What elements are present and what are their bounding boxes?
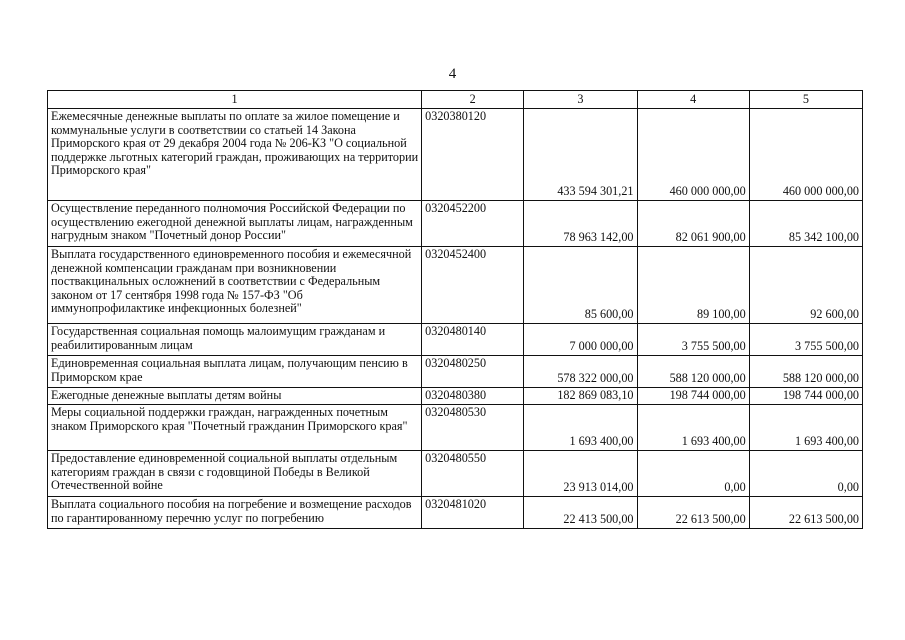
header-col-2: 2 <box>422 91 524 109</box>
row-amount-col3: 78 963 142,00 <box>524 201 637 247</box>
row-amount-col4: 460 000 000,00 <box>637 109 749 201</box>
table-row <box>48 356 863 388</box>
row-amount-col3: 433 594 301,21 <box>524 109 637 201</box>
row-description: Меры социальной поддержки граждан, награжденных почетным знаком Приморского края "Почетный гражданин Приморского края" <box>48 405 422 451</box>
row-code: 0320480550 <box>422 451 524 497</box>
row-amount-col3: 22 413 500,00 <box>524 497 637 529</box>
row-code: 0320480140 <box>422 324 524 356</box>
row-amount-col3: 85 600,00 <box>524 247 637 324</box>
row-code: 0320480380 <box>422 388 524 405</box>
row-code: 0320480530 <box>422 405 524 451</box>
row-description: Осуществление переданного полномочия Российской Федерации по осуществлению ежегодной денежной выплаты лицам, награжденным нагрудным знаком "Почетный донор России" <box>48 201 422 247</box>
row-amount-col3: 1 693 400,00 <box>524 405 637 451</box>
row-description: Ежемесячные денежные выплаты по оплате за жилое помещение и коммунальные услуги в соответствии со статьей 14 Закона Приморского края от 29 декабря 2004 года № 206-КЗ "О социальной поддержке льготных категорий граждан, проживающих на территории Приморского края" <box>48 109 422 201</box>
row-amount-col5: 460 000 000,00 <box>749 109 862 201</box>
row-amount-col4: 198 744 000,00 <box>637 388 749 405</box>
budget-table <box>47 90 863 529</box>
row-description: Выплата социального пособия на погребение и возмещение расходов по гарантированному перечню услуг по погребению <box>48 497 422 529</box>
table-row <box>48 109 863 201</box>
header-col-5: 5 <box>749 91 862 109</box>
row-amount-col5: 22 613 500,00 <box>749 497 862 529</box>
row-amount-col4: 22 613 500,00 <box>637 497 749 529</box>
row-description: Предоставление единовременной социальной выплаты отдельным категориям граждан в связи с годовщиной Победы в Великой Отечественной войне <box>48 451 422 497</box>
table-row <box>48 324 863 356</box>
row-amount-col5: 588 120 000,00 <box>749 356 862 388</box>
row-amount-col5: 3 755 500,00 <box>749 324 862 356</box>
row-code: 0320452400 <box>422 247 524 324</box>
header-col-3: 3 <box>524 91 637 109</box>
row-amount-col5: 85 342 100,00 <box>749 201 862 247</box>
row-description: Ежегодные денежные выплаты детям войны <box>48 388 422 405</box>
table-row <box>48 497 863 529</box>
row-amount-col4: 82 061 900,00 <box>637 201 749 247</box>
header-col-4: 4 <box>637 91 749 109</box>
row-description: Государственная социальная помощь малоимущим гражданам и реабилитированным лицам <box>48 324 422 356</box>
row-code: 0320480250 <box>422 356 524 388</box>
header-col-1: 1 <box>48 91 422 109</box>
page-number: 4 <box>448 66 457 82</box>
header-row <box>48 91 863 109</box>
table-row <box>48 451 863 497</box>
row-amount-col4: 588 120 000,00 <box>637 356 749 388</box>
table-row <box>48 247 863 324</box>
table-row <box>48 388 863 405</box>
row-amount-col5: 92 600,00 <box>749 247 862 324</box>
row-amount-col4: 3 755 500,00 <box>637 324 749 356</box>
table-body <box>48 109 863 529</box>
row-amount-col3: 578 322 000,00 <box>524 356 637 388</box>
row-code: 0320481020 <box>422 497 524 529</box>
table-row <box>48 405 863 451</box>
row-code: 0320452200 <box>422 201 524 247</box>
row-amount-col5: 1 693 400,00 <box>749 405 862 451</box>
table-row <box>48 201 863 247</box>
row-description: Единовременная социальная выплата лицам, получающим пенсию в Приморском крае <box>48 356 422 388</box>
row-description: Выплата государственного единовременного пособия и ежемесячной денежной компенсации гражданам при возникновении поствакцинальных осложнений в соответствии с Федеральным законом от 17 сентября 1998 года № 157-ФЗ "Об иммунопрофилактике инфекционных болезней" <box>48 247 422 324</box>
row-amount-col3: 182 869 083,10 <box>524 388 637 405</box>
row-code: 0320380120 <box>422 109 524 201</box>
row-amount-col3: 7 000 000,00 <box>524 324 637 356</box>
table-header <box>48 91 863 109</box>
row-amount-col3: 23 913 014,00 <box>524 451 637 497</box>
row-amount-col4: 0,00 <box>637 451 749 497</box>
row-amount-col5: 198 744 000,00 <box>749 388 862 405</box>
row-amount-col4: 89 100,00 <box>637 247 749 324</box>
row-amount-col5: 0,00 <box>749 451 862 497</box>
row-amount-col4: 1 693 400,00 <box>637 405 749 451</box>
